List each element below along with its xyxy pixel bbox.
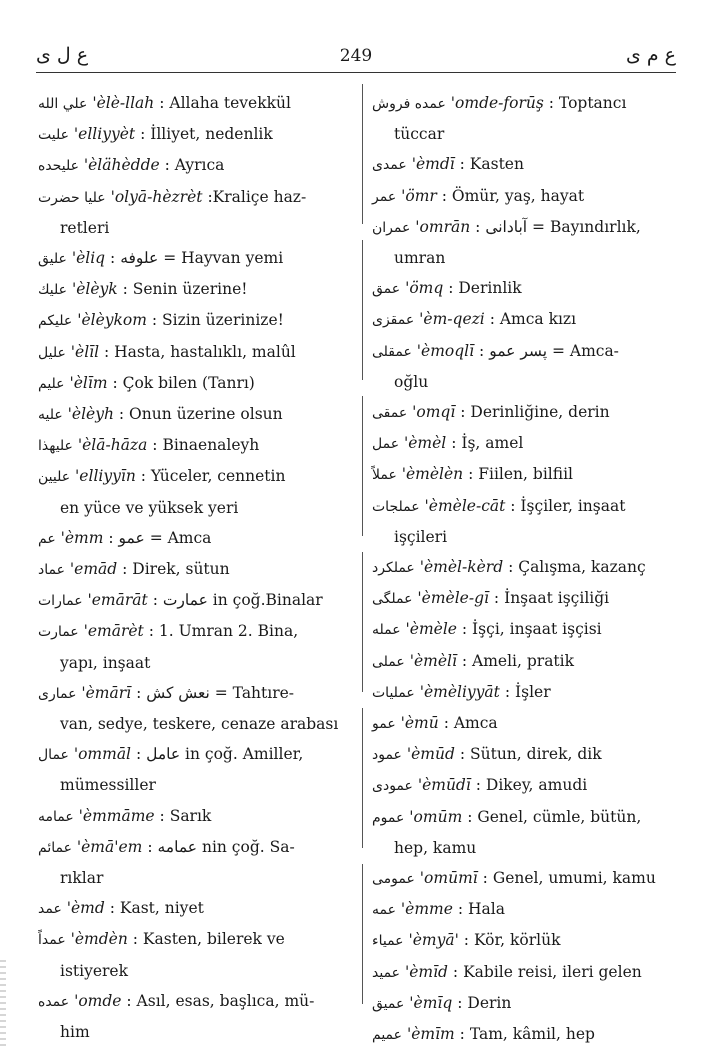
dictionary-entry xyxy=(38,801,354,832)
entry-arabic-script: عمداً xyxy=(38,932,66,949)
entry-definition: : İşçiler, inşaat xyxy=(510,496,626,515)
entry-definition: : Kasten xyxy=(459,155,524,174)
entry-definition: : Çok bilen (Tanrı) xyxy=(112,373,255,392)
entry-definition: : İlliyet, nedenlik xyxy=(140,125,273,144)
entry-headword: 'emād xyxy=(69,560,118,579)
entry-headword: 'omde-forūş xyxy=(450,94,544,112)
entry-definition: : Ömür, yaş, hayat xyxy=(441,186,585,205)
entry-definition: : Ameli, pratik xyxy=(461,651,575,670)
dictionary-entry xyxy=(372,708,676,739)
dictionary-entry xyxy=(372,677,676,708)
entry-definition: : Kast, niyet xyxy=(109,899,204,918)
entry-definition: : عامل in çoğ. Amiller, xyxy=(135,745,304,764)
entry-definition: : Sütun, direk, dik xyxy=(459,745,602,764)
entry-definition: : عمارت in çoğ.Binalar xyxy=(152,591,323,610)
entry-headword: 'ommāl xyxy=(73,745,132,764)
entry-headword: 'èlèykom xyxy=(77,311,147,330)
entry-definition: : İnşaat işçiliği xyxy=(493,589,610,608)
entry-headword: 'èm-qezi xyxy=(419,310,485,329)
dictionary-entry xyxy=(38,274,354,305)
entry-arabic-script: عميم xyxy=(372,1027,402,1044)
entry-definition: : Derinlik xyxy=(448,279,522,298)
entry-arabic-script: عموم xyxy=(372,809,405,826)
dictionary-entry xyxy=(372,459,676,490)
dictionary-entry xyxy=(38,585,354,616)
dictionary-entry xyxy=(38,986,354,1047)
entry-arabic-script: عمودی xyxy=(372,778,413,795)
entry-arabic-script: عملاً xyxy=(372,467,397,484)
entry-headword: 'èmèle xyxy=(405,620,457,639)
entry-headword: 'èmèle-gī xyxy=(417,589,489,608)
entry-headword: 'èmyā' xyxy=(408,931,459,950)
dictionary-entry xyxy=(38,924,354,985)
dictionary-entry xyxy=(372,957,676,988)
entry-headword: 'èmèlèn xyxy=(401,465,464,484)
entry-continuation: tüccar xyxy=(394,125,445,144)
entry-arabic-script: عملگی xyxy=(372,591,413,608)
dictionary-entry xyxy=(38,182,354,243)
dictionary-entry xyxy=(38,430,354,461)
entry-headword: 'èliq xyxy=(71,249,106,268)
entry-headword: 'ömq xyxy=(405,279,444,298)
entry-headword: 'èmèl-kèrd xyxy=(419,558,504,577)
entry-definition: : عمو = Amca xyxy=(108,528,212,547)
entry-headword: 'èmèliyyāt xyxy=(419,682,500,701)
right-column xyxy=(372,88,676,1050)
dictionary-entry xyxy=(38,832,354,893)
entry-headword: 'èmūdī xyxy=(417,776,471,795)
entry-headword: 'èmīd xyxy=(404,962,448,981)
entry-arabic-script: عمياء xyxy=(372,933,404,950)
entry-definition: : Hala xyxy=(457,900,505,919)
entry-definition: : Kör, körlük xyxy=(463,931,561,950)
dictionary-entry xyxy=(38,461,354,522)
entry-definition: : Genel, cümle, bütün, xyxy=(467,807,642,826)
dictionary-entry xyxy=(372,739,676,770)
page-number: 249 xyxy=(339,46,373,66)
entry-headword: 'èmm xyxy=(60,528,104,547)
entry-continuation: van, sedye, teskere, cenaze arabası xyxy=(60,715,339,734)
entry-arabic-script: عمقزی xyxy=(372,312,415,329)
entry-definition: : Hasta, hastalıklı, malûl xyxy=(104,342,296,361)
entry-definition: : Genel, umumi, kamu xyxy=(482,869,656,888)
dictionary-entry xyxy=(38,368,354,399)
entry-continuation: istiyerek xyxy=(60,961,129,980)
entry-headword: 'èlīm xyxy=(69,373,108,392)
entry-headword: 'olyā-hèzrèt xyxy=(110,187,203,206)
entry-definition: : Sarık xyxy=(159,806,212,825)
entry-headword: 'elliyyīn xyxy=(75,467,136,486)
entry-headword: 'omde xyxy=(74,991,122,1010)
header-rule xyxy=(36,72,676,73)
dictionary-entry xyxy=(372,88,676,149)
entry-headword: 'èlähèdde xyxy=(83,156,160,175)
entry-headword: 'omūm xyxy=(409,807,463,826)
scan-edge-noise xyxy=(0,960,6,1050)
entry-continuation: hep, kamu xyxy=(394,838,477,857)
entry-arabic-script: عميق xyxy=(372,995,405,1012)
dictionary-entry xyxy=(38,399,354,430)
dictionary-entry xyxy=(372,304,676,335)
entry-headword: 'èmèlī xyxy=(409,651,457,670)
dictionary-entry xyxy=(38,893,354,924)
entry-headword: 'èmd xyxy=(66,899,105,918)
dictionary-entry xyxy=(372,863,676,894)
dictionary-entry xyxy=(372,614,676,645)
entry-headword: 'èmīq xyxy=(409,993,453,1012)
dictionary-entry xyxy=(372,273,676,304)
entry-definition: : Derinliğine, derin xyxy=(460,403,610,422)
entry-definition: : Allaha tevekkül xyxy=(159,94,291,112)
entry-arabic-script: عمو xyxy=(372,716,396,733)
entry-headword: 'omūmī xyxy=(419,869,478,888)
dictionary-entry xyxy=(372,583,676,614)
entry-definition: : Tam, kâmil, hep xyxy=(459,1025,595,1044)
entry-definition: : علوفه = Hayvan yemi xyxy=(110,249,284,268)
dictionary-entry xyxy=(372,802,676,863)
dictionary-entry xyxy=(372,552,676,583)
dictionary-entry xyxy=(372,336,676,397)
dictionary-entry xyxy=(372,397,676,428)
entry-arabic-script: عليت xyxy=(38,127,69,144)
entry-arabic-script: عليهذا xyxy=(38,438,73,455)
header-right-letters: ع م ى xyxy=(625,44,676,66)
entry-headword: 'elliyyèt xyxy=(73,125,136,144)
entry-arabic-script: عمارت xyxy=(38,624,79,641)
entry-headword: 'èlè-llah xyxy=(92,94,155,112)
page-header xyxy=(36,44,676,68)
entry-arabic-script: عمد xyxy=(38,901,62,918)
entry-headword: 'èmīm xyxy=(406,1025,455,1044)
entry-definition: : Senin üzerine! xyxy=(122,280,248,299)
entry-headword: 'emārèt xyxy=(83,622,144,641)
dictionary-entry xyxy=(372,988,676,1019)
entry-arabic-script: عمارات xyxy=(38,593,83,610)
dictionary-entry xyxy=(38,119,354,150)
entry-headword: 'èmèle-cāt xyxy=(424,496,506,515)
entry-headword: 'èlèyk xyxy=(71,280,118,299)
entry-definition: : Binaenaleyh xyxy=(152,436,260,455)
entry-headword: 'èmdī xyxy=(411,155,455,174)
entry-arabic-script: عمال xyxy=(38,747,69,764)
dictionary-entry xyxy=(38,616,354,677)
entry-arabic-script: عليه xyxy=(38,407,63,424)
entry-arabic-script: عليك xyxy=(38,282,68,299)
entry-definition: : آبادانی = Bayındırlık, xyxy=(475,217,641,236)
entry-arabic-script: عميد xyxy=(372,964,401,981)
entry-arabic-script: عمه xyxy=(372,902,396,919)
entry-headword: 'èmārī xyxy=(81,683,132,702)
entry-arabic-script: عملجات xyxy=(372,498,420,515)
entry-arabic-script: عمله xyxy=(372,622,401,639)
entry-arabic-script: عمدی xyxy=(372,157,407,174)
dictionary-entry xyxy=(38,739,354,800)
entry-definition: : نعش كش = Tahtıre- xyxy=(136,683,295,702)
entry-headword: 'èmā'em xyxy=(76,837,143,856)
entry-arabic-script: عمده xyxy=(38,993,70,1010)
entry-arabic-script: عم xyxy=(38,530,56,547)
entry-definition: : Dikey, amudi xyxy=(475,776,588,795)
entry-arabic-script: عمران xyxy=(372,219,411,236)
entry-definition: : Kabile reisi, ileri gelen xyxy=(452,962,642,981)
entry-definition: :Kraliçe haz- xyxy=(207,187,307,206)
entry-continuation: rıklar xyxy=(60,869,104,888)
entry-arabic-script: عمليات xyxy=(372,684,415,701)
entry-arabic-script: عليم xyxy=(38,375,65,392)
entry-definition: : Direk, sütun xyxy=(122,560,230,579)
entry-continuation: yapı, inşaat xyxy=(60,653,151,672)
entry-arabic-script: عليا حضرت xyxy=(38,189,106,206)
entry-arabic-script: عمود xyxy=(372,747,402,764)
dictionary-entry xyxy=(38,243,354,274)
entry-continuation: umran xyxy=(394,249,446,268)
entry-continuation: işçileri xyxy=(394,527,448,546)
entry-definition: : İşçi, inşaat işçisi xyxy=(461,620,602,639)
entry-arabic-script: عمقی xyxy=(372,405,408,422)
entry-definition: : Amca xyxy=(443,714,498,733)
entry-arabic-script: عمامه xyxy=(38,808,74,825)
entry-headword: 'ömr xyxy=(401,186,437,205)
entry-definition: : İş, amel xyxy=(451,434,524,453)
entry-continuation: retleri xyxy=(60,218,110,237)
entry-arabic-script: عمده فروش xyxy=(372,96,446,112)
dictionary-entry xyxy=(372,428,676,459)
dictionary-entry xyxy=(38,337,354,368)
entry-arabic-script: علي الله xyxy=(38,96,88,112)
entry-arabic-script: عماری xyxy=(38,685,77,702)
dictionary-entry xyxy=(38,678,354,739)
entry-headword: 'omrān xyxy=(415,217,471,236)
entry-headword: 'emārāt xyxy=(87,591,148,610)
entry-headword: 'èmoqlī xyxy=(416,341,475,360)
entry-definition: : Çalışma, kazanç xyxy=(508,558,646,577)
entry-definition: : Sizin üzerinize! xyxy=(151,311,284,330)
entry-headword: 'èmme xyxy=(400,900,453,919)
header-left-letters: ع ل ى xyxy=(36,44,89,66)
dictionary-entry xyxy=(372,491,676,552)
entry-definition: : Ayrıca xyxy=(164,156,225,175)
entry-arabic-script: عمقلی xyxy=(372,343,412,360)
entry-definition: : Onun üzerine olsun xyxy=(118,405,283,424)
dictionary-entry xyxy=(372,181,676,212)
entry-headword: 'èmdèn xyxy=(70,930,128,949)
entry-definition: : Asıl, esas, başlıca, mü- xyxy=(126,991,315,1010)
entry-continuation: mümessiller xyxy=(60,776,156,795)
entry-arabic-script: عمق xyxy=(372,281,401,298)
dictionary-entry xyxy=(38,88,354,119)
dictionary-entry xyxy=(372,212,676,273)
dictionary-entry xyxy=(372,149,676,180)
entry-arabic-script: عليين xyxy=(38,469,71,486)
dictionary-entry xyxy=(38,150,354,181)
entry-headword: 'èmèl xyxy=(404,434,447,453)
entry-definition: : İşler xyxy=(504,682,551,701)
entry-headword: 'omqī xyxy=(412,403,456,422)
entry-arabic-script: عليل xyxy=(38,344,66,361)
entry-definition: : Amca kızı xyxy=(489,310,577,329)
entry-definition: : پسر عمو = Amca- xyxy=(479,341,619,360)
dictionary-entry xyxy=(38,554,354,585)
entry-headword: 'èlā-hāza xyxy=(77,436,148,455)
entry-definition: : عمامه nin çoğ. Sa- xyxy=(147,837,295,856)
dictionary-entry xyxy=(372,770,676,801)
entry-continuation: en yüce ve yüksek yeri xyxy=(60,498,239,517)
dictionary-entry xyxy=(372,894,676,925)
entry-definition: : Toptancı xyxy=(548,94,627,112)
entry-continuation: oğlu xyxy=(394,372,429,391)
entry-arabic-script: عليكم xyxy=(38,313,73,330)
entry-definition: : Derin xyxy=(457,993,512,1012)
entry-definition: : Kasten, bilerek ve xyxy=(132,930,285,949)
entry-headword: 'èmūd xyxy=(406,745,455,764)
entry-arabic-script: عمل xyxy=(372,436,400,453)
entry-arabic-script: عمر xyxy=(372,188,397,205)
left-column xyxy=(38,88,354,1047)
entry-arabic-script: عملكرد xyxy=(372,560,415,577)
entry-definition: : Yüceler, cennetin xyxy=(140,467,286,486)
entry-continuation: him xyxy=(60,1023,90,1042)
entry-arabic-script: عمائم xyxy=(38,839,72,856)
entry-arabic-script: عليحده xyxy=(38,158,79,175)
dictionary-entry xyxy=(372,925,676,956)
entry-arabic-script: عمومی xyxy=(372,871,415,888)
entry-arabic-script: عماد xyxy=(38,562,65,579)
entry-arabic-script: عليق xyxy=(38,251,67,268)
dictionary-entry xyxy=(372,646,676,677)
entry-headword: 'èmmāme xyxy=(78,806,155,825)
entry-arabic-script: عملی xyxy=(372,653,405,670)
dictionary-entry xyxy=(38,523,354,554)
entry-definition: : Fiilen, bilfiil xyxy=(468,465,573,484)
dictionary-entry xyxy=(38,305,354,336)
entry-headword: 'èlèyh xyxy=(67,405,114,424)
entry-headword: 'èmū xyxy=(400,714,439,733)
column-divider xyxy=(362,84,363,1014)
entry-headword: 'èlīl xyxy=(70,342,100,361)
entry-definition: : 1. Umran 2. Bina, xyxy=(148,622,299,641)
dictionary-entry xyxy=(372,1019,676,1050)
